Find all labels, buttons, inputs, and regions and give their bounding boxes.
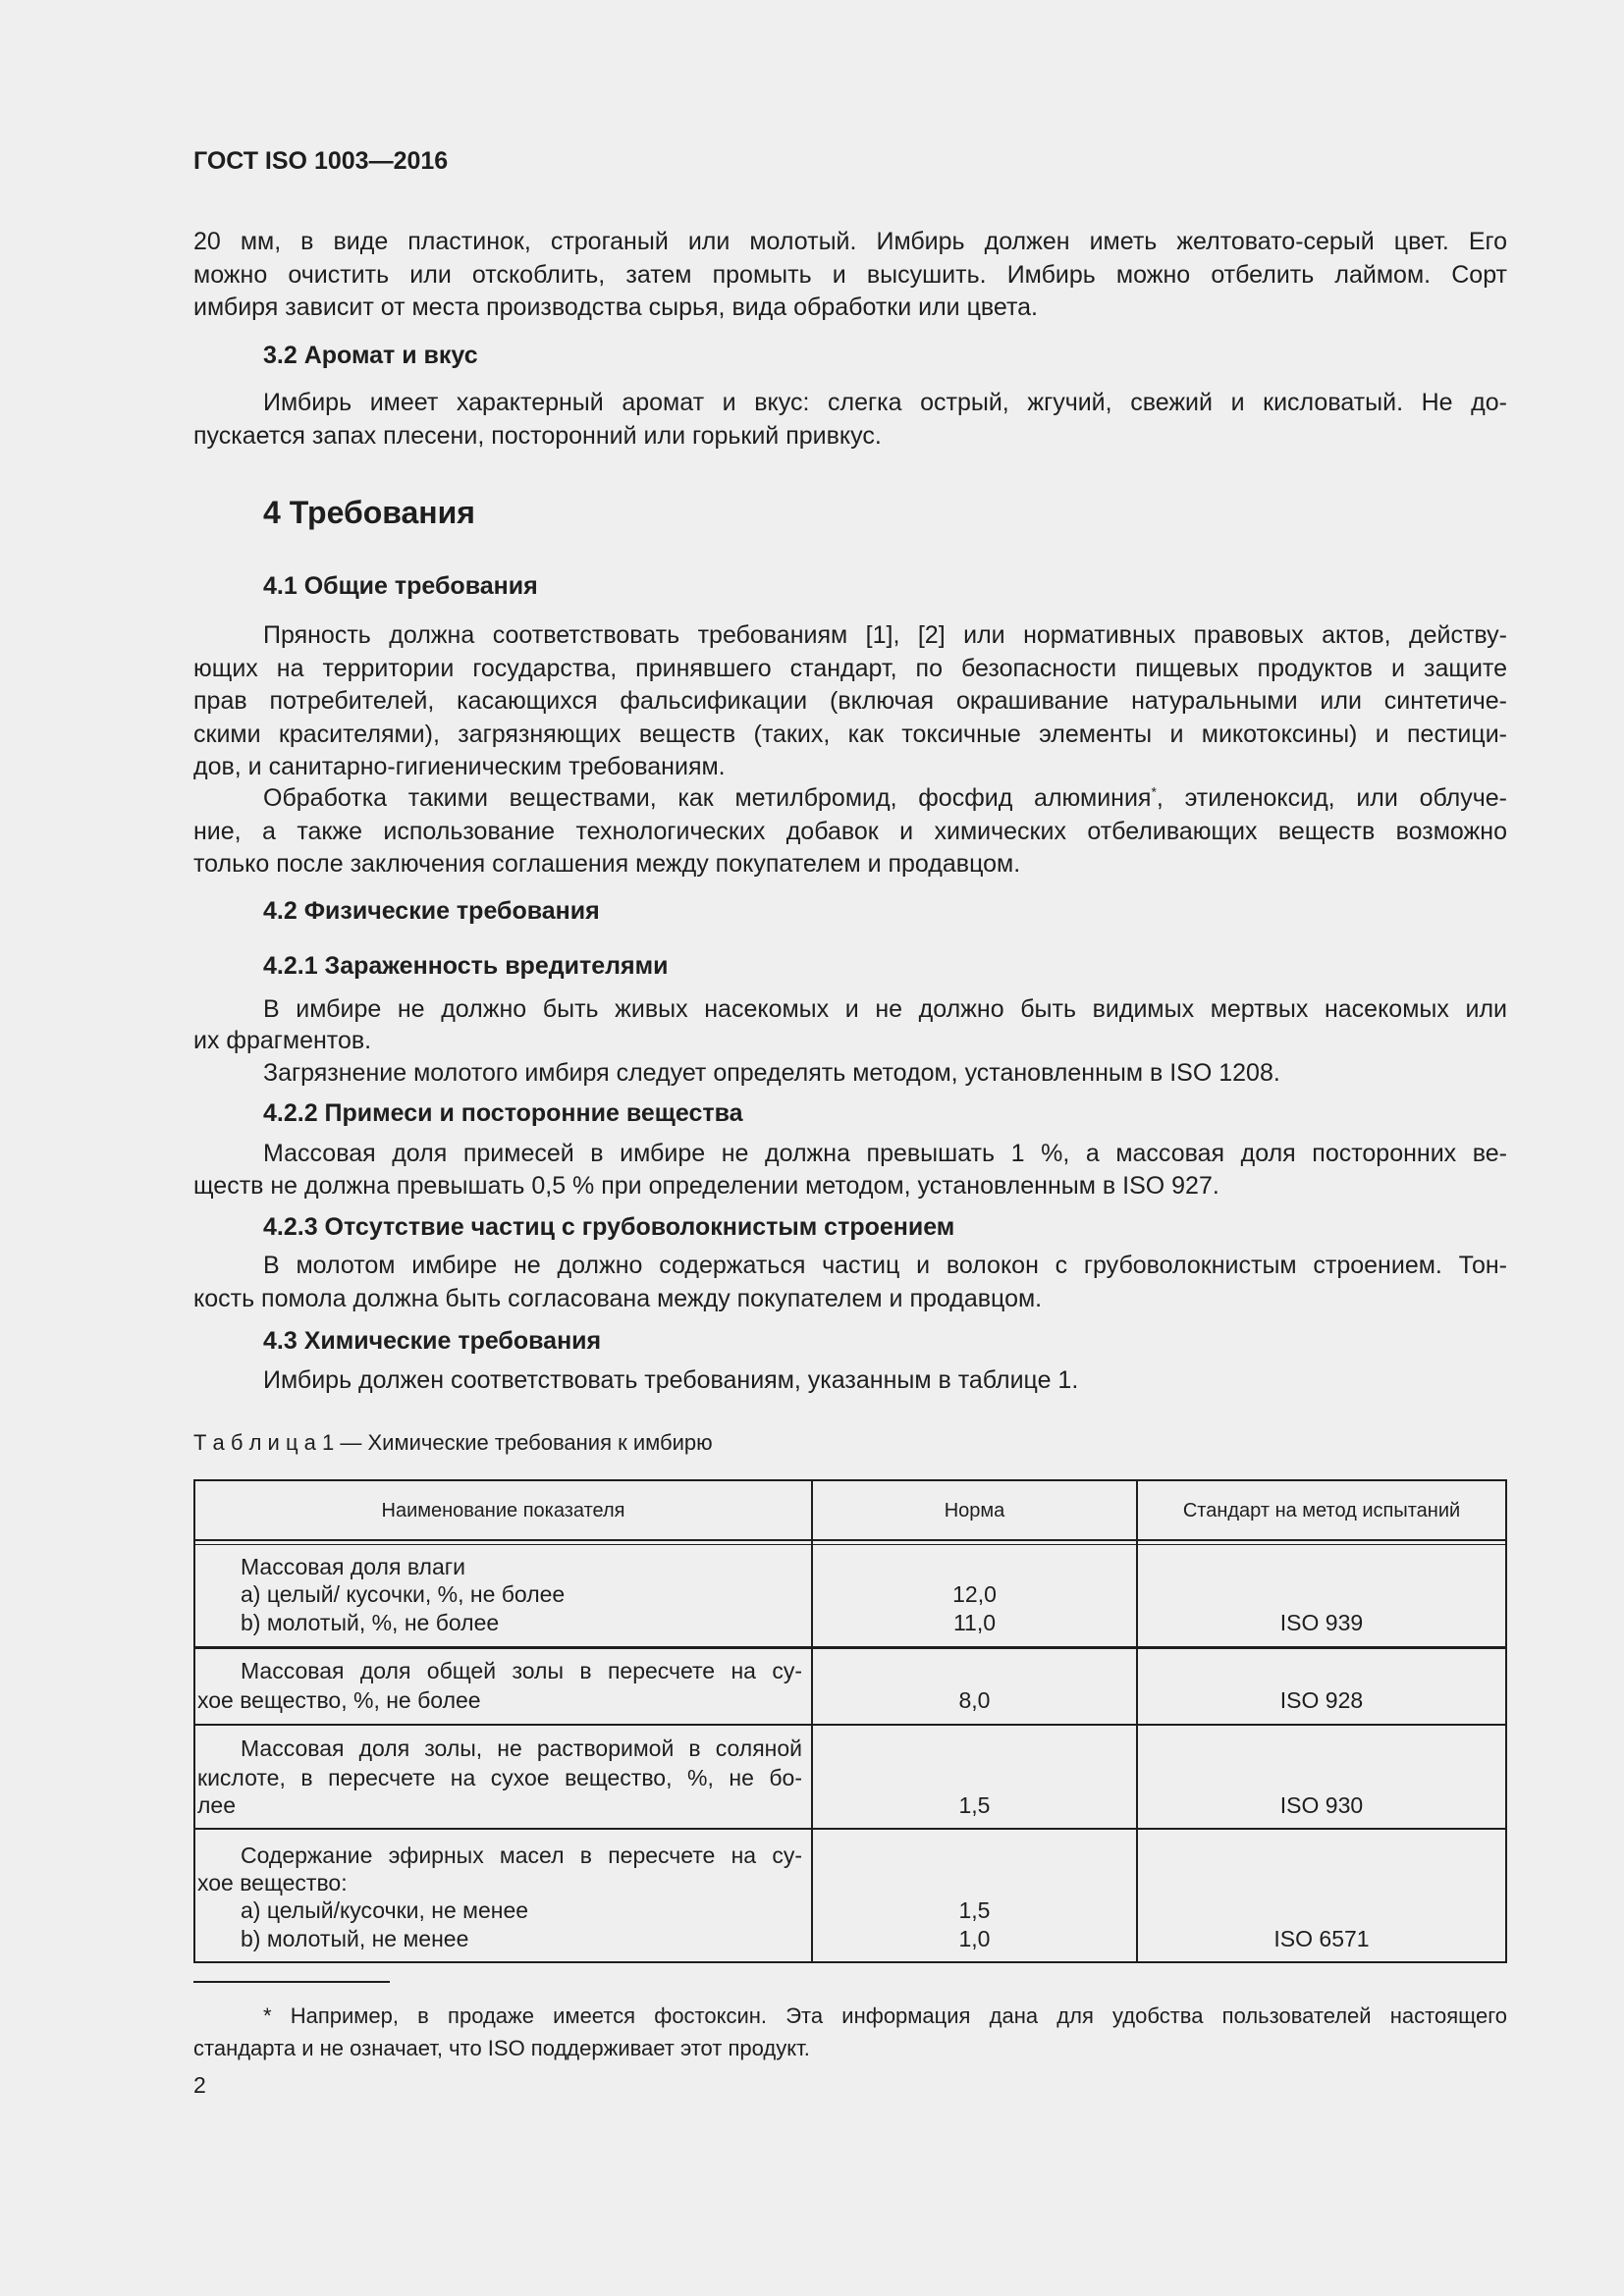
cell-standard: ISO 928: [1279, 1687, 1364, 1713]
cell-standard: ISO 939: [1279, 1610, 1364, 1635]
cell-text: хое вещество:: [197, 1870, 348, 1896]
table-border: [193, 1539, 1507, 1541]
text-line: [263, 781, 1507, 815]
cell-text: Массовая доля влаги: [241, 1554, 465, 1579]
table-border: [1136, 1479, 1138, 1963]
cell-norm: 12,0: [952, 1581, 997, 1607]
table-border: [193, 1646, 1507, 1649]
table-border: [193, 1479, 195, 1963]
cell-text: Массовая доля золы, не растворимой в соляной: [241, 1735, 802, 1761]
table-border: [193, 1828, 1507, 1830]
text-line: кость помола должна быть согласована между покупателем и продавцом.: [193, 1285, 1043, 1312]
table-border: [193, 1544, 1507, 1545]
table-title: — Химические требования к имбирю: [334, 1430, 713, 1455]
section-heading-4-1: 4.1 Общие требования: [263, 572, 538, 600]
text-line: Имбирь имеет характерный аромат и вкус: слегка острый, жгучий, свежий и кисловатый. Не до-: [263, 389, 1507, 416]
text-line: 20 мм, в виде пластинок, строганый или молотый. Имбирь должен иметь желтовато-серый цвет. Его: [193, 228, 1507, 255]
cell-text: b) молотый, %, не более: [241, 1610, 500, 1635]
text: , этиленоксид, или облуче-: [1156, 784, 1508, 812]
footnote-divider: [193, 1981, 390, 1983]
table-border: [1505, 1479, 1507, 1963]
table-border: [193, 1479, 1507, 1481]
text-line: их фрагментов.: [193, 1027, 372, 1054]
table-border: [193, 1724, 1507, 1726]
text-line: пускается запах плесени, посторонний или горький привкус.: [193, 422, 882, 450]
cell-norm: 8,0: [958, 1687, 991, 1713]
text-line: В имбире не должно быть живых насекомых и не должно быть видимых мертвых насекомых или: [263, 995, 1507, 1023]
cell-text: a) целый/ кусочки, %, не более: [241, 1581, 566, 1607]
section-heading-4-2-1: 4.2.1 Зараженность вредителями: [263, 952, 669, 980]
footnote-ref[interactable]: *: [1151, 783, 1157, 800]
cell-norm: 11,0: [952, 1610, 997, 1635]
footnote-line: стандарта и не означает, что ISO поддерживает этот продукт.: [193, 2036, 810, 2060]
column-header: Норма: [944, 1500, 1005, 1522]
cell-text: кислоте, в пересчете на сухое вещество, %, не бо-: [197, 1765, 802, 1790]
text-line: только после заключения соглашения между покупателем и продавцом.: [193, 850, 1021, 878]
text-line: имбиря зависит от места производства сырья, вида обработки или цвета.: [193, 294, 1038, 321]
text-line: Пряность должна соответствовать требованиям [1], [2] или нормативных правовых актов, действу-: [263, 621, 1507, 649]
section-heading-4: 4 Требования: [263, 495, 475, 530]
table-border: [811, 1479, 813, 1963]
cell-norm: 1,5: [958, 1897, 991, 1923]
table-caption: [193, 1430, 713, 1456]
column-header: Наименование показателя: [381, 1500, 625, 1522]
table-border: [193, 1961, 1507, 1963]
cell-norm: 1,0: [958, 1926, 991, 1951]
section-heading-4-2: 4.2 Физические требования: [263, 897, 600, 925]
page-number: 2: [193, 2072, 206, 2098]
document-header: ГОСТ ISO 1003—2016: [193, 147, 449, 175]
text-line: Загрязнение молотого имбиря следует определять методом, установленным в ISO 1208.: [263, 1059, 1280, 1087]
text-line: прав потребителей, касающихся фальсификации (включая окрашивание натуральными или синтетиче-: [193, 687, 1507, 715]
section-heading-4-2-2: 4.2.2 Примеси и посторонние вещества: [263, 1099, 743, 1127]
column-header: Стандарт на метод испытаний: [1182, 1500, 1461, 1522]
table-label: Т а б л и ц а 1: [193, 1430, 335, 1455]
footnote-line: * Например, в продаже имеется фостоксин. Эта информация дана для удобства пользователей настоящего: [263, 2003, 1507, 2028]
text-line: Имбирь должен соответствовать требованиям, указанным в таблице 1.: [263, 1366, 1079, 1394]
section-heading-4-2-3: 4.2.3 Отсутствие частиц с грубоволокнистым строением: [263, 1213, 955, 1241]
text-line: Массовая доля примесей в имбире не должна превышать 1 %, а массовая доля посторонних ве-: [263, 1140, 1507, 1167]
cell-text: b) молотый, не менее: [241, 1926, 469, 1951]
text: Обработка такими веществами, как метилбромид, фосфид алюминия: [263, 784, 1152, 812]
section-heading-3-2: 3.2 Аромат и вкус: [263, 342, 478, 369]
cell-text: Массовая доля общей золы в пересчете на су-: [241, 1658, 802, 1683]
text-line: В молотом имбире не должно содержаться частиц и волокон с грубоволокнистым строением. Тон-: [263, 1252, 1507, 1279]
section-heading-4-3: 4.3 Химические требования: [263, 1327, 602, 1355]
cell-text: Содержание эфирных масел в пересчете на су-: [241, 1842, 802, 1868]
text-line: ние, а также использование технологических добавок и химических отбеливающих веществ возможно: [193, 818, 1507, 845]
text-line: ществ не должна превышать 0,5 % при определении методом, установленным в ISO 927.: [193, 1172, 1219, 1200]
cell-text: хое вещество, %, не более: [197, 1687, 481, 1713]
text-line: можно очистить или отскоблить, затем промыть и высушить. Имбирь можно отбелить лаймом. Сорт: [193, 261, 1507, 289]
cell-standard: ISO 930: [1279, 1792, 1364, 1818]
cell-text: a) целый/кусочки, не менее: [241, 1897, 529, 1923]
cell-text: лее: [197, 1792, 237, 1818]
cell-norm: 1,5: [958, 1792, 991, 1818]
text-line: скими красителями), загрязняющих веществ (таких, как токсичные элементы и микотоксины) и пестици-: [193, 721, 1507, 748]
cell-standard: ISO 6571: [1273, 1926, 1370, 1951]
text-line: ющих на территории государства, принявшего стандарт, по безопасности пищевых продуктов и защите: [193, 655, 1507, 682]
text-line: дов, и санитарно-гигиеническим требованиям.: [193, 753, 726, 780]
